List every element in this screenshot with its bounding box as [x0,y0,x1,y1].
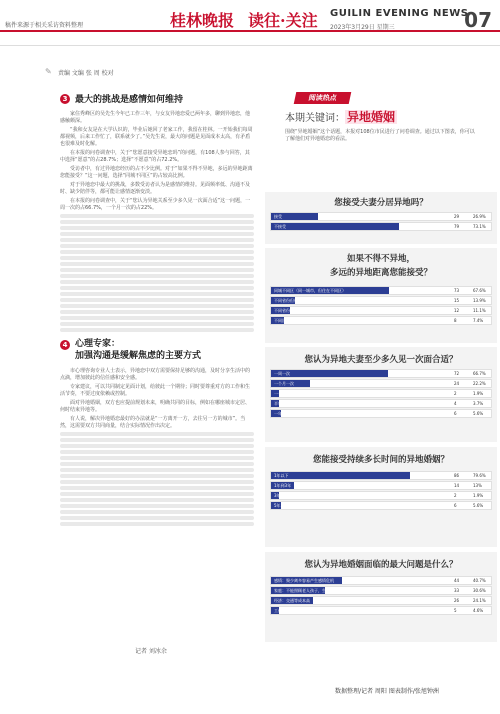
bar-count: 86 [454,473,460,478]
bar-row [270,576,492,585]
text-line [60,450,254,454]
issue-date: 2023年3月29日 星期三 [330,24,395,31]
bar-percent: 1.9% [473,493,484,498]
bar-percent: 26.9% [473,214,486,219]
pen-icon: ✎ [45,67,52,76]
bar-label: 1年以下 [274,473,289,478]
bar-row [270,481,492,490]
bar-row [270,586,492,595]
text-line [60,298,254,302]
bar [271,223,399,230]
bar-count: 15 [454,298,460,303]
bar-row [270,296,492,305]
bar-row [270,286,492,295]
bar-label: 5年以上 [274,503,289,508]
bar-label: 一周一次 [274,371,290,376]
bar-percent: 1.9% [473,391,484,396]
bar-count: 2 [454,391,457,396]
author-credit: 记者 刘冰余 [135,648,167,655]
bar [271,472,410,479]
bar-count: 4 [454,401,457,406]
bar-row [270,369,492,378]
bar-count: 33 [454,588,460,593]
bar-count: 79 [454,224,460,229]
section-title: 最大的挑战是感情如何维持 [75,95,184,105]
bar-percent: 24.1% [473,598,486,603]
keyword-line [285,108,397,125]
page-header [0,0,500,32]
text-line [60,486,254,490]
bar-row [270,389,492,398]
bar-percent: 5.6% [473,503,484,508]
bar-row [270,306,492,315]
bar-percent: 4.6% [473,608,484,613]
newspaper-brand: 桂林晚报 [170,11,235,30]
bar-percent: 67.6% [473,288,486,293]
bar-percent: 40.7% [473,578,486,583]
text-line [60,238,254,242]
text-line [60,468,254,472]
text-line [60,504,254,508]
english-name: GUILIN EVENING NEWS [330,8,469,19]
bar-percent: 13% [473,483,482,488]
text-line [60,480,254,484]
text-line [60,220,254,224]
text-line [60,226,254,230]
bar-label: 家庭：不能照顾老人孩子，生活不便 [274,588,338,593]
bar-row [270,491,492,500]
bar-count: 5 [454,608,457,613]
text-line [60,328,254,332]
keyword-prefix: 本期关键词： [285,113,345,124]
question-title: 您认为异地夫妻至少多久见一次面合适？ [304,355,458,365]
bar-label: 同城不同区（同一城市，但住在不同区） [274,288,346,293]
bar-count: 12 [454,308,460,313]
bar-chart [270,286,492,326]
text-line [60,516,254,520]
hot-topic-badge: 阅读热点 [294,92,352,104]
bar-percent: 79.6% [473,473,486,478]
bar-row [270,471,492,480]
question-title: 您能接受持续多长时间的异地婚姻？ [312,455,449,465]
paragraph: 在本报的问卷调查中，关于“您认为异地关系至少多久见一次面合适”这一问题，一周一次的占66.7%，一个月一次的占22%。 [60,198,251,211]
bar-count: 2 [454,493,457,498]
bar-count: 8 [454,318,457,323]
bar-count: 14 [454,483,460,488]
text-line [60,244,254,248]
question-block-4 [265,447,497,547]
bar-row [270,596,492,605]
survey-panel [265,92,497,702]
bar-label: 一个季度一次 [274,391,298,396]
paragraph: “我和女友是在大学认识的，毕业后她回了老家工作，我留在桂林。一开始我们每周都视频，后来工作忙了，联系就少了。”吴先生说，最大的问题是见面成本太高，有矛盾也很难及时化解。 [60,127,253,147]
bar-count: 26 [454,598,460,603]
bar-count: 24 [454,381,460,386]
text-line [60,274,254,278]
text-line [60,292,254,296]
bar-percent: 30.6% [473,588,486,593]
bar-row [270,222,492,231]
bar-label: 1年到3年 [274,483,292,488]
section-heading-3 [60,92,254,105]
bar-label: 工作：分居影响工作 [274,608,310,613]
paragraph: 有人说，解决异地婚恋最好的办法就是“一方离开一方，去往另一方的城市”。当然，这需要双方共同商量，结合实际情况作出决定。 [60,416,246,429]
section-number: 3 [60,94,70,104]
question-title: 您认为异地婚姻面临的最大问题是什么？ [304,560,458,570]
bar-count: 44 [454,578,460,583]
text-line [60,310,254,314]
bar-row [270,409,492,418]
editor-credit: 责编 文编 张 周 校对 [58,70,114,77]
sub-header [0,33,500,77]
text-line [60,250,254,254]
header-note: 稿件来源于相关采访资料整理 [5,22,84,29]
bar-count: 29 [454,214,460,219]
text-line [60,492,254,496]
text-line [60,432,254,436]
text-line [60,474,254,478]
bar-chart [270,369,492,419]
bar-row [270,501,492,510]
text-line [60,438,254,442]
question-title: 您接受夫妻分居异地吗？ [334,198,428,208]
section-title-line1: 心理专家： [75,339,121,349]
keyword: 异地婚姻 [347,110,396,124]
question-block-3 [265,347,497,442]
bar-row [270,379,492,388]
bar-label: 不同国家或地区，但距离较远 [274,318,326,323]
question-title-line1: 如果不得不异地， [346,254,415,264]
text-line [60,262,254,266]
paragraph: 对于异地恋中最大的挑战，多数受访者认为是感情的维持。见面频率低、沟通不及时、缺少陪伴等，都可能让感情逐渐变淡。 [60,182,251,195]
bar-label: 一个月一次 [274,381,294,386]
paragraph: 在本报的问卷调查中，关于“您愿意接受异地恋吗”的问题，有108人参与回答，其中选择“愿意”的占28.7%；选择“不愿意”的占72.2%。 [60,150,250,163]
text-line [60,280,254,284]
bar-chart [270,471,492,511]
paragraph: 受访者中，有过异地恋经历的占不少比例。对于“如果不得不异地，多远的异地距离您能接受？”这一问题，选择“同城不同区”的占较高比例。 [60,166,253,179]
paragraph: 专家建议，可以共同制定见面计划，给彼此一个期待；同时要尊重对方的工作和生活节奏，不要过度依赖或控制。 [60,384,251,397]
bar-percent: 5.6% [473,411,484,416]
section-number: 4 [60,340,70,350]
bar-label: 一年一次 [274,411,290,416]
question-block-5 [265,552,497,642]
text-line [60,316,254,320]
text-line [60,214,254,218]
bar-count: 72 [454,371,460,376]
bar-label: 不接受 [274,224,286,229]
text-line [60,268,254,272]
survey-intro: 围绕“异地婚姻”这个话题，本报对108位市民进行了问卷调查。通过以下图表，你可以了解他们对异地婚恋的看法。 [285,129,475,142]
question-block-2 [265,248,497,343]
bar-label: 3年到5年 [274,493,292,498]
bar-percent: 7.4% [473,318,484,323]
bar-label: 不同省份但距离较近 [274,308,310,313]
question-block-1 [265,192,497,244]
bar-row [270,399,492,408]
section-title: 读往·关注 [248,11,318,30]
bar-label: 不同省份但相邻（如：桂林和柳州） [274,298,338,303]
page-number: 07 [464,8,492,32]
section-heading-4 [60,338,254,362]
bar-chart [270,576,492,616]
bar-label: 接受 [274,214,282,219]
bar-row [270,606,492,615]
text-line [60,498,254,502]
bar-row [270,316,492,325]
bar-chart [270,212,492,232]
text-line [60,322,254,326]
article-column [60,92,254,528]
bar-percent: 22.2% [473,381,486,386]
bar-row [270,212,492,221]
bar-percent: 11.1% [473,308,486,313]
text-line [60,510,254,514]
text-line [60,304,254,308]
bar-label: 感情：聚少离多容易产生感情危机 [274,578,334,583]
paragraph: 家住秀峰区的吴先生今年已工作三年，与女友异地恋爱已两年多，聊到异地恋，他感触颇深。 [60,111,251,124]
text-line [60,522,254,526]
bar-label: 经济：交通等成本高 [274,598,310,603]
bar-count: 6 [454,503,457,508]
text-line [60,444,254,448]
text-line [60,232,254,236]
bar-count: 6 [454,411,457,416]
paragraph: 市心理咨询专业人士表示，异地恋中双方需要保持足够的沟通，及时分享生活中的点滴，增加彼此的信任感和安全感。 [60,368,251,381]
data-credit: 数据整理/记者 周阳 图表制作/张旭钟洲 [335,688,439,695]
text-line [60,456,254,460]
text-line [60,462,254,466]
bar-percent: 66.7% [473,371,486,376]
bar-percent: 3.7% [473,401,484,406]
text-line [60,286,254,290]
bar-percent: 13.9% [473,298,486,303]
paragraph: 面对异地婚姻，双方也应提前规划未来，明确共同的目标，例如在哪座城市定居、何时结束异地等。 [60,400,251,413]
section-title-line2: 加强沟通是缓解焦虑的主要方式 [75,351,202,361]
bar-label: 半年一次 [274,401,290,406]
question-title-line2: 多远的异地距离您能接受？ [329,268,432,278]
text-line [60,256,254,260]
bar-percent: 73.1% [473,224,486,229]
bar-count: 73 [454,288,460,293]
